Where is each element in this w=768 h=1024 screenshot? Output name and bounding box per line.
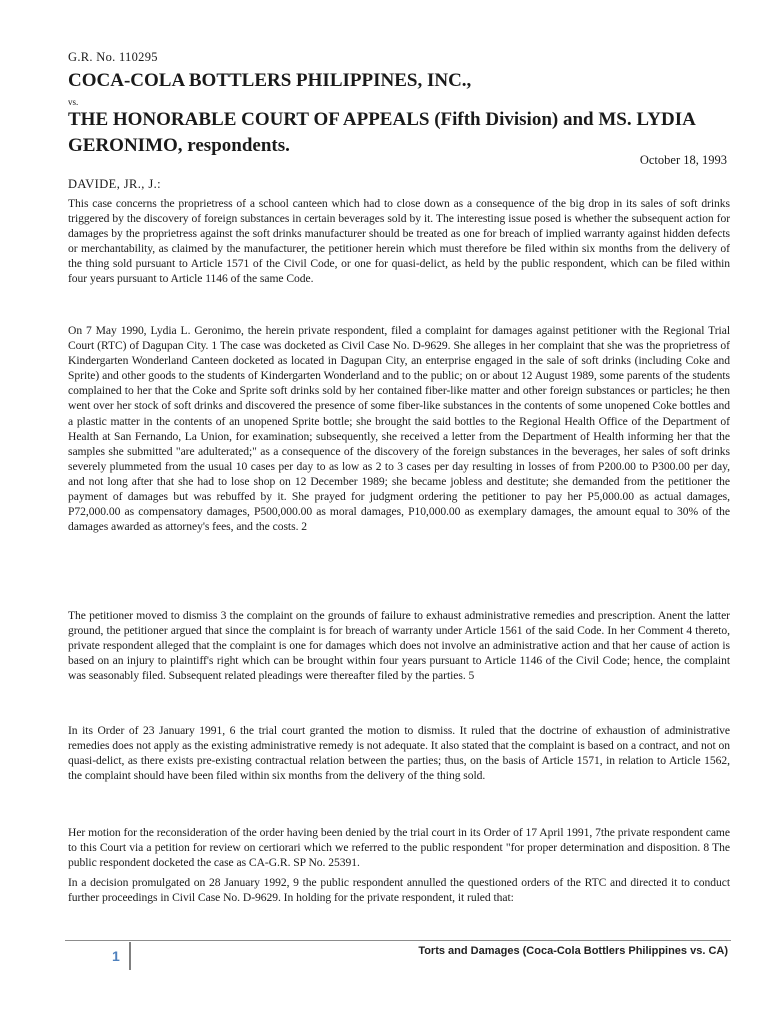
ponente: DAVIDE, JR., J.: [68,177,161,191]
body-paragraph-6: In a decision promulgated on 28 January 1992, 9 the public respondent annulled the questioned orders of the RTC and directed it to conduct further proceedings in Civil Case No. D-9629. In holding for the private respondent, it ruled that: [68,876,730,905]
body-paragraph-4: In its Order of 23 January 1991, 6 the trial court granted the motion to dismiss. It ruled that the doctrine of exhaustion of administrative remedies does not apply as the existing administrative remedy is not adequate. It also stated that the complaint is based on a contract, and not on quasi-delict, as there exists pre-existing contractual relation between the parties; thus, on the basis of Article 1571, in relation to Article 1562, the complaint should have been filed within six months from the delivery of the thing sold. [68,724,731,783]
body-paragraph-2: On 7 May 1990, Lydia L. Geronimo, the herein private respondent, filed a complaint for damages against petitioner with the Regional Trial Court (RTC) of Dagupan City. 1 The case was docketed as Civil Case No. D-9629. She alleges in her complaint that she was the proprietress of Kindergarten Wonderland Canteen docketed as located in Dagupan City, an enterprise engaged in the sale of soft drinks (including Coke and Sprite) and other goods to the students of Kindergarten Wonderland and to the public; on or about 12 August 1989, some parents of the students complained to her that the Coke and Sprite soft drinks sold by her contained fiber-like matter and other foreign substances or particles; he then went over her stock of soft drinks and discovered the presence of some fiber-like substances in the contents of some unopened Coke bottles and a plastic matter in the contents of an unopened Sprite bottle; she brought the said bottles to the Regional Health Office of the Department of Health at San Fernando, La Union, for examination; subsequently, she received a letter from the Department of Health informing her that the samples she submitted "are adulterated;" as a consequence of the discovery of the foreign substances in the beverages, her sales of soft drinks severely plummeted from the usual 10 cases per day to as low as 2 to 3 cases per day resulting in losses of from P200.00 to P300.00 per day, and not long after that she had to lose shop on 12 December 1989; she became jobless and destitute; she demanded from the petitioner the payment of damages but was rebuffed by it. She prayed for judgment ordering the petitioner to pay her P5,000.00 as actual damages, P72,000.00 as compensatory damages, P500,000.00 as moral damages, P10,000.00 as exemplary damages, the amount equal to 30% of the damages awarded as attorney's fees, and the costs. 2 [68,324,730,534]
respondents-name: THE HONORABLE COURT OF APPEALS (Fifth Division) and MS. LYDIA GERONIMO, respondents. [68,109,695,156]
body-paragraph-5: Her motion for the reconsideration of the order having been denied by the trial court in its Order of 17 April 1991, 7the private respondent came to this Court via a petition for review on certiorari which we referred to the public respondent "for proper determination and disposition. 8 The public respondent docketed the case as CA-G.R. SP No. 25391. [68,826,730,870]
footer-divider [65,940,731,941]
footer-running-title: Torts and Damages (Coca-Cola Bottlers Philippines vs. CA) [418,945,728,957]
petitioner-name: COCA-COLA BOTTLERS PHILIPPINES, INC., [68,70,472,91]
case-number: G.R. No. 110295 [68,50,158,64]
versus-label: vs. [68,97,79,107]
page-number: 1 [112,948,120,964]
body-paragraph-1: This case concerns the proprietress of a school canteen which had to close down as a consequence of the big drop in its sales of soft drinks triggered by the discovery of foreign substances in certain beverages sold by it. The interesting issue posed is whether the subsequent action for damages by the proprietress against the soft drinks manufacturer should be treated as one for breach of implied warranty against hidden defects or merchantability, as claimed by the manufacturer, the petitioner herein which must therefore be filed within six months from the delivery of the thing sold pursuant to Article 1571 of the Civil Code, or one for quasi-delict, as held by the public respondent, which can be filed within four years pursuant to Article 1146 of the same Code. [68,197,730,286]
footer-separator [129,942,131,970]
decision-date: October 18, 1993 [639,153,727,167]
body-paragraph-3: The petitioner moved to dismiss 3 the complaint on the grounds of failure to exhaust administrative remedies and prescription. Anent the latter ground, the petitioner argued that since the complaint is for breach of warranty under Article 1561 of the said Code. In her Comment 4 thereto, private respondent alleged that the complaint is one for damages which does not involve an administrative action and that her cause of action is based on an injury to plaintiff's right which can be brought within four years pursuant to Article 1146 of the Civil Code; hence, the complaint was seasonably filed. Subsequent related pleadings were thereafter filed by the parties. 5 [68,609,730,683]
